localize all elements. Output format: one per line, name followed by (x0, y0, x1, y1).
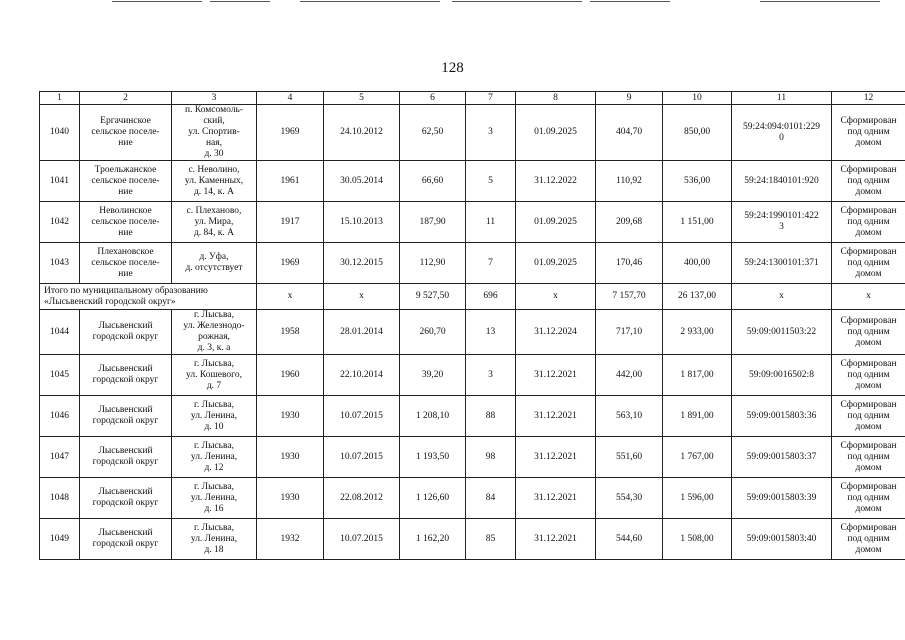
table-cell: 400,00 (663, 243, 732, 284)
total-cell: 696 (466, 284, 516, 310)
table-cell: 536,00 (663, 161, 732, 202)
table-row (40, 478, 905, 519)
table-cell: 10.07.2015 (324, 396, 400, 437)
table-cell: Сформирован под одним домом (832, 355, 905, 396)
table-cell: 1045 (40, 355, 80, 396)
table-row (40, 396, 905, 437)
table-cell: 31.12.2024 (516, 310, 596, 355)
table-cell: 1043 (40, 243, 80, 284)
table-cell: Сформирован под одним домом (832, 437, 905, 478)
column-number: 1 (40, 92, 80, 105)
table-cell: 01.09.2025 (516, 202, 596, 243)
table-cell: с. Неволино, ул. Каменных, д. 14, к. А (172, 161, 257, 202)
table-cell: 1958 (257, 310, 324, 355)
table-cell: 1932 (257, 519, 324, 560)
table-cell: 1960 (257, 355, 324, 396)
table-cell: 98 (466, 437, 516, 478)
column-number-header (40, 92, 905, 105)
table-cell: Лысьвенский городской округ (80, 310, 172, 355)
table-cell: 31.12.2021 (516, 478, 596, 519)
table-cell: 2 933,00 (663, 310, 732, 355)
table-cell: 5 (466, 161, 516, 202)
table-cell: 39,20 (400, 355, 466, 396)
table-cell: 187,90 (400, 202, 466, 243)
column-number: 5 (324, 92, 400, 105)
register-table (39, 91, 905, 560)
total-cell: 9 527,50 (400, 284, 466, 310)
table-cell: 31.12.2021 (516, 355, 596, 396)
table-cell: д. Уфа, д. отсутствует (172, 243, 257, 284)
table-cell: 544,60 (596, 519, 663, 560)
table-cell: 1046 (40, 396, 80, 437)
table-cell: г. Лысьва, ул. Кошевого, д. 7 (172, 355, 257, 396)
total-cell: 7 157,70 (596, 284, 663, 310)
table-cell: 1930 (257, 396, 324, 437)
table-cell: 59:09:0015803:39 (732, 478, 832, 519)
column-number: 2 (80, 92, 172, 105)
table-cell: 1930 (257, 437, 324, 478)
table-cell: 850,00 (663, 105, 732, 161)
table-cell: 13 (466, 310, 516, 355)
table-cell: 1 151,00 (663, 202, 732, 243)
table-cell: Троельжанское сельское поселе- ние (80, 161, 172, 202)
table-cell: 31.12.2021 (516, 396, 596, 437)
table-cell: 11 (466, 202, 516, 243)
table-cell: Сформирован под одним домом (832, 478, 905, 519)
table-cell: Сформирован под одним домом (832, 396, 905, 437)
table-cell: 1 208,10 (400, 396, 466, 437)
table-cell: 59:24:1300101:371 (732, 243, 832, 284)
table-row (40, 310, 905, 355)
table-cell: 112,90 (400, 243, 466, 284)
table-cell: 15.10.2013 (324, 202, 400, 243)
table-cell: 59:24:1990101:422 3 (732, 202, 832, 243)
table-row (40, 437, 905, 478)
table-cell: 1969 (257, 243, 324, 284)
table-cell: 59:09:0015803:37 (732, 437, 832, 478)
table-cell: 1 767,00 (663, 437, 732, 478)
column-number: 3 (172, 92, 257, 105)
table-cell: 59:24:094:0101:229 0 (732, 105, 832, 161)
total-cell: х (516, 284, 596, 310)
table-cell: 59:09:0011503:22 (732, 310, 832, 355)
table-cell: 1044 (40, 310, 80, 355)
table-cell: 59:09:0016502:8 (732, 355, 832, 396)
table-cell: 1040 (40, 105, 80, 161)
column-number: 10 (663, 92, 732, 105)
table-cell: 1917 (257, 202, 324, 243)
table-row (40, 243, 905, 284)
table-cell: 1 193,50 (400, 437, 466, 478)
table-cell: г. Лысьва, ул. Ленина, д. 12 (172, 437, 257, 478)
table-cell: 551,60 (596, 437, 663, 478)
total-cell: х (832, 284, 905, 310)
table-cell: 66,60 (400, 161, 466, 202)
table-cell: 31.12.2022 (516, 161, 596, 202)
table-cell: 24.10.2012 (324, 105, 400, 161)
table-cell: 1042 (40, 202, 80, 243)
table-cell: Лысьвенский городской округ (80, 478, 172, 519)
table-cell: 170,46 (596, 243, 663, 284)
table-cell: с. Плеханово, ул. Мира, д. 84, к. А (172, 202, 257, 243)
table-cell: 3 (466, 355, 516, 396)
scan-artifact-lines (0, 0, 905, 4)
table-cell: 554,30 (596, 478, 663, 519)
table-cell: 59:09:0015803:40 (732, 519, 832, 560)
table-row (40, 105, 905, 161)
table-cell: 22.10.2014 (324, 355, 400, 396)
column-number: 7 (466, 92, 516, 105)
table-cell: Плехановское сельское поселе- ние (80, 243, 172, 284)
table-cell: 01.09.2025 (516, 105, 596, 161)
table-cell: 85 (466, 519, 516, 560)
table-cell: 1 891,00 (663, 396, 732, 437)
table-cell: г. Лысьва, ул. Ленина, д. 10 (172, 396, 257, 437)
table-cell: 1 817,00 (663, 355, 732, 396)
table-cell: Сформирован под одним домом (832, 161, 905, 202)
page-number: 128 (441, 60, 464, 76)
table-cell: 260,70 (400, 310, 466, 355)
table-cell: Сформирован под одним домом (832, 310, 905, 355)
table-cell: 84 (466, 478, 516, 519)
table-cell: 563,10 (596, 396, 663, 437)
total-cell: 26 137,00 (663, 284, 732, 310)
total-cell: х (324, 284, 400, 310)
table-row (40, 519, 905, 560)
total-label: Итого по муниципальному образованию «Лысьвенский городской округ» (40, 284, 257, 310)
table-cell: 3 (466, 105, 516, 161)
table-cell: 404,70 (596, 105, 663, 161)
table-cell: Ергачинское сельское поселе- ние (80, 105, 172, 161)
table-cell: 22.08.2012 (324, 478, 400, 519)
table-cell: 717,10 (596, 310, 663, 355)
table-cell: 1 162,20 (400, 519, 466, 560)
table-cell: 1 508,00 (663, 519, 732, 560)
table-cell: 1041 (40, 161, 80, 202)
table-cell: 1930 (257, 478, 324, 519)
table-cell: Сформирован под одним домом (832, 243, 905, 284)
column-number: 6 (400, 92, 466, 105)
table-cell: Лысьвенский городской округ (80, 437, 172, 478)
table-cell: 31.12.2021 (516, 519, 596, 560)
table-cell: 442,00 (596, 355, 663, 396)
column-number: 11 (732, 92, 832, 105)
table-cell: 01.09.2025 (516, 243, 596, 284)
table-cell: Сформирован под одним домом (832, 202, 905, 243)
table-cell: 7 (466, 243, 516, 284)
table-cell: 1961 (257, 161, 324, 202)
table-cell: 1 596,00 (663, 478, 732, 519)
table-cell: Лысьвенский городской округ (80, 396, 172, 437)
total-cell: х (257, 284, 324, 310)
table-cell: 10.07.2015 (324, 437, 400, 478)
table-cell: 1969 (257, 105, 324, 161)
table-cell: 110,92 (596, 161, 663, 202)
table-cell: 62,50 (400, 105, 466, 161)
table-cell: 30.12.2015 (324, 243, 400, 284)
table-cell: 28.01.2014 (324, 310, 400, 355)
table-cell: 1047 (40, 437, 80, 478)
table-cell: г. Лысьва, ул. Ленина, д. 18 (172, 519, 257, 560)
table-cell: 209,68 (596, 202, 663, 243)
table-cell: г. Лысьва, ул. Ленина, д. 16 (172, 478, 257, 519)
table-row (40, 355, 905, 396)
table-cell: Сформирован под одним домом (832, 519, 905, 560)
table-cell: 10.07.2015 (324, 519, 400, 560)
table-cell: 1049 (40, 519, 80, 560)
table-cell: 1 126,60 (400, 478, 466, 519)
column-number: 4 (257, 92, 324, 105)
table-cell: г. Лысьва, ул. Железнодо- рожная, д. 3, к. а (172, 310, 257, 355)
table-cell: Неволинское сельское поселе- ние (80, 202, 172, 243)
table-cell: 31.12.2021 (516, 437, 596, 478)
column-number: 9 (596, 92, 663, 105)
table-cell: 59:09:0015803:36 (732, 396, 832, 437)
table-cell: п. Комсомоль- ский, ул. Спортив- ная, д. 30 (172, 105, 257, 161)
table-row (40, 202, 905, 243)
table-cell: 30.05.2014 (324, 161, 400, 202)
table-row (40, 161, 905, 202)
table-cell: 1048 (40, 478, 80, 519)
table-cell: 59:24:1840101:920 (732, 161, 832, 202)
column-number: 12 (832, 92, 905, 105)
table-cell: 88 (466, 396, 516, 437)
table-cell: Лысьвенский городской округ (80, 355, 172, 396)
table-cell: Лысьвенский городской округ (80, 519, 172, 560)
table-cell: Сформирован под одним домом (832, 105, 905, 161)
column-number: 8 (516, 92, 596, 105)
total-cell: х (732, 284, 832, 310)
total-row (40, 284, 905, 310)
